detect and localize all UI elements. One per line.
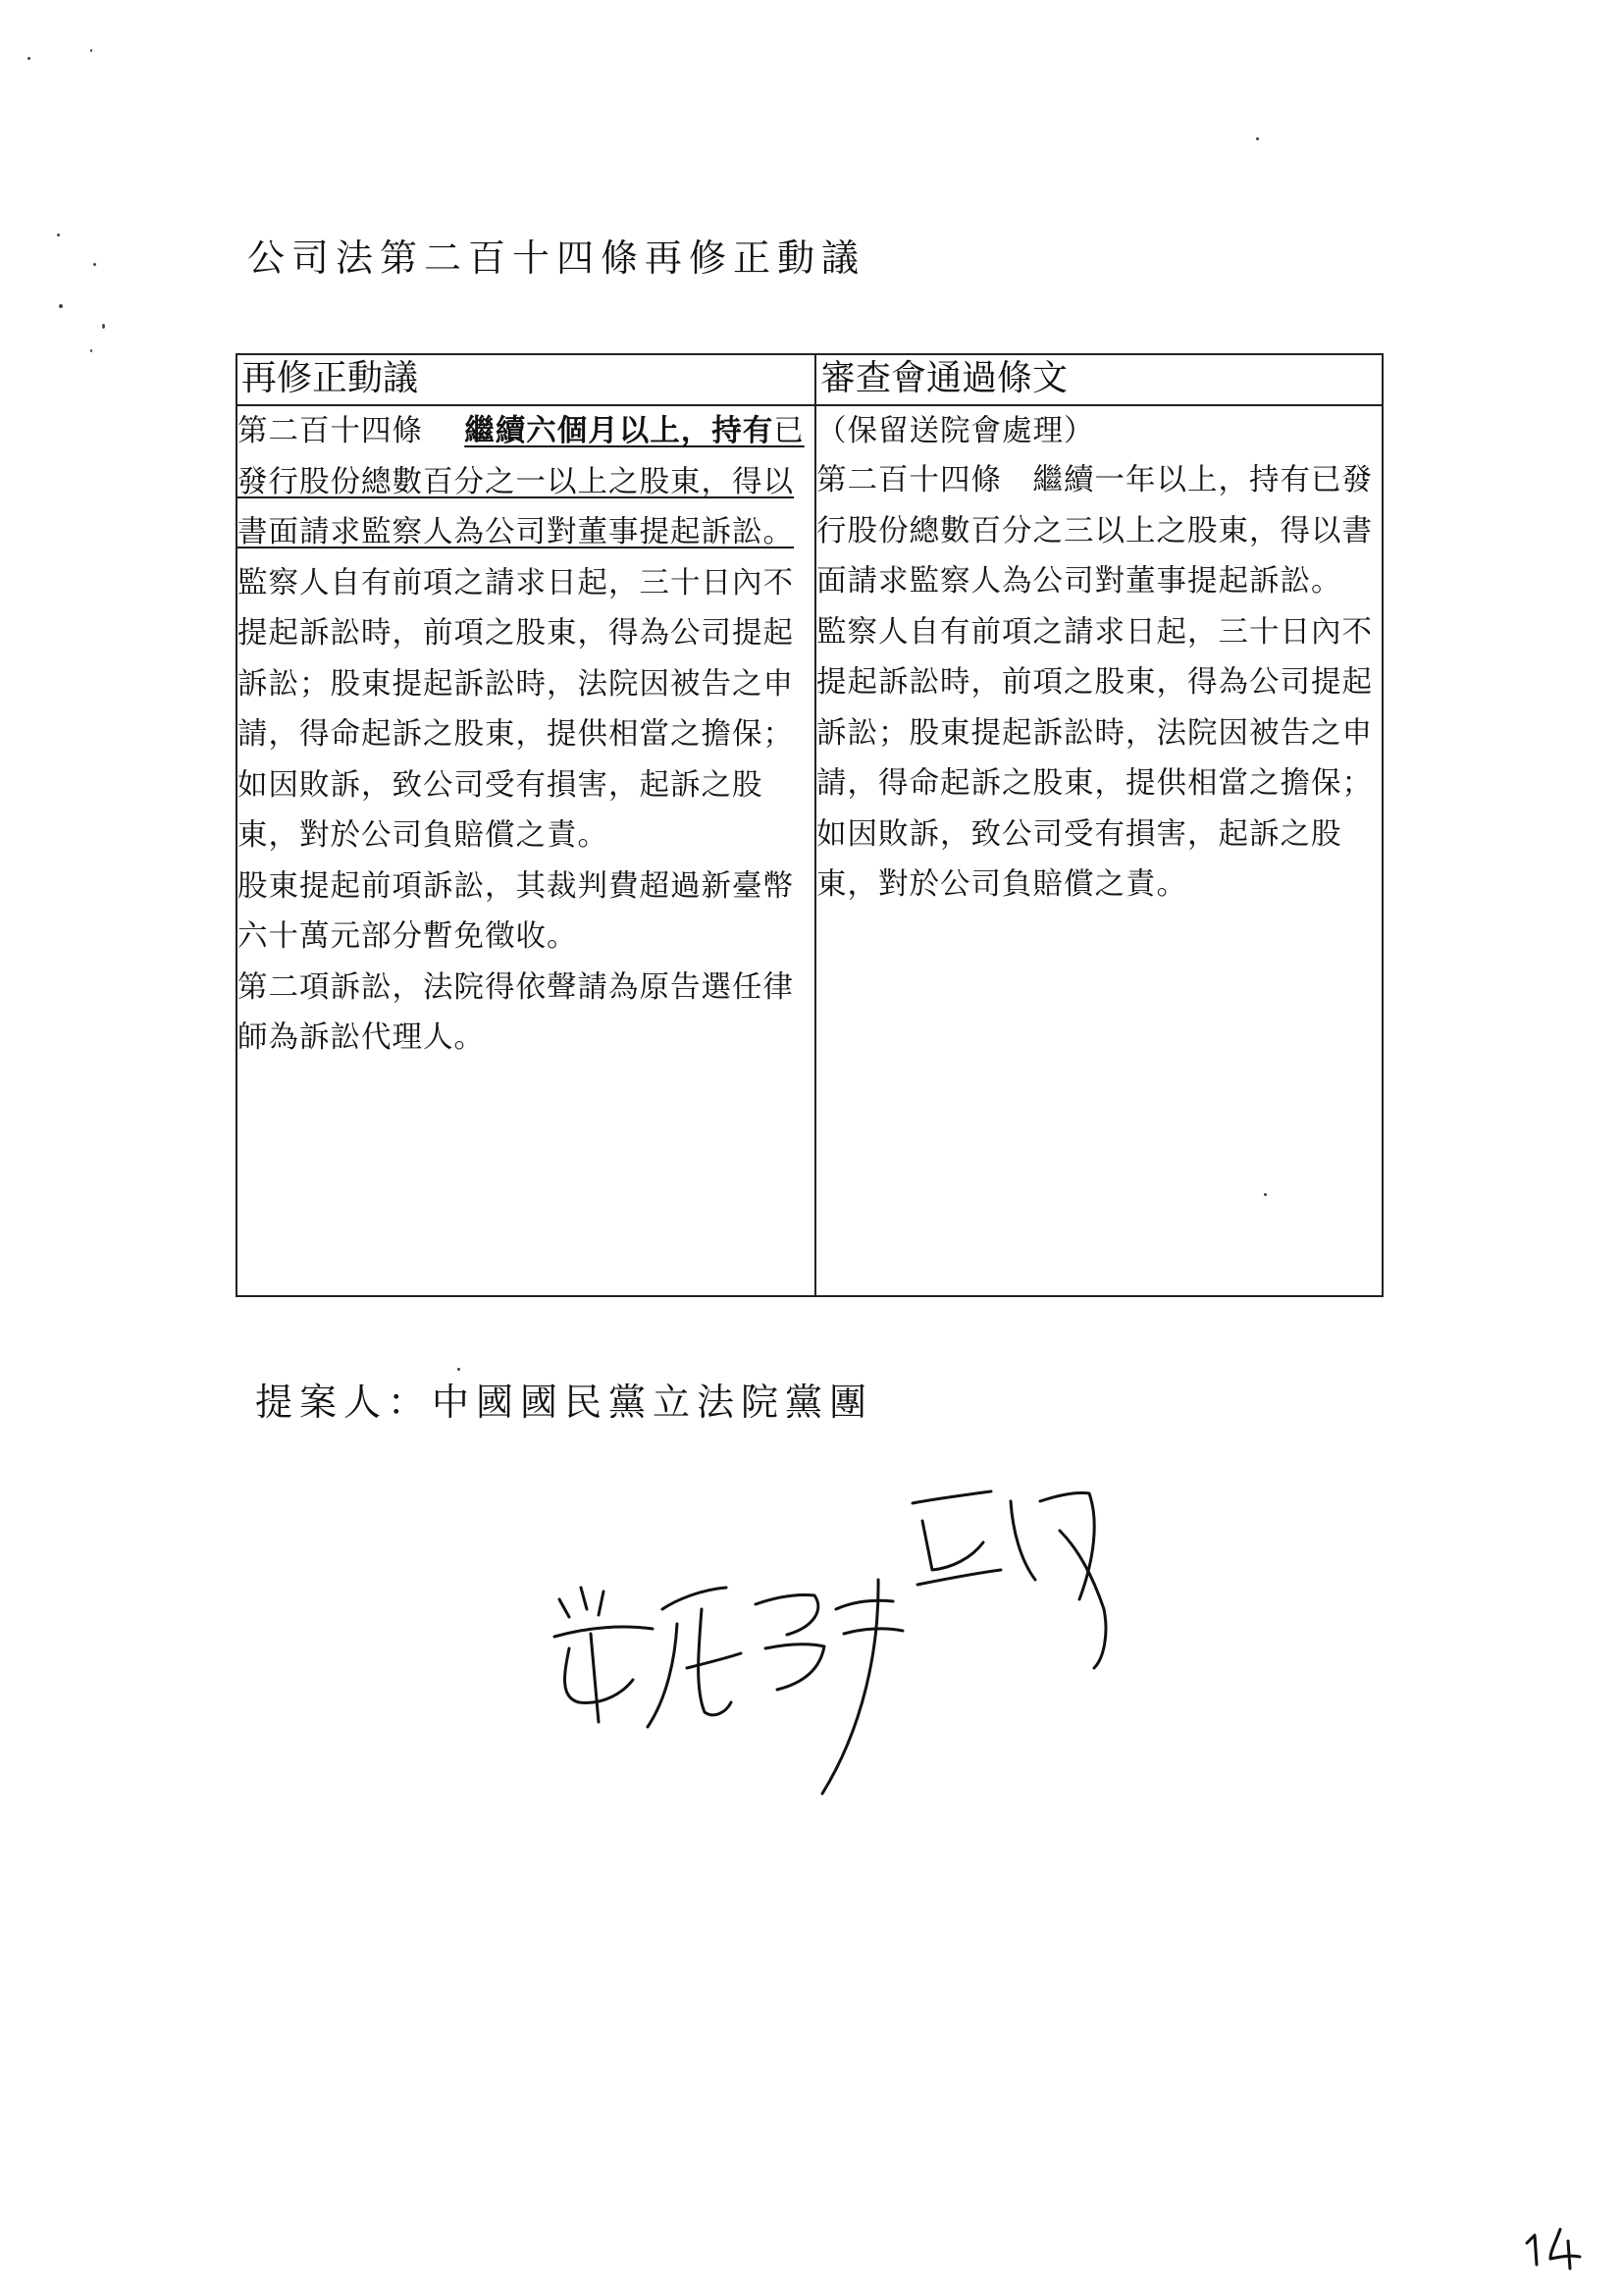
scan-speck	[457, 1368, 460, 1371]
committee-text-cell	[815, 405, 1383, 1296]
proposer-line: 提案人：中國國民黨立法院黨團	[255, 1381, 874, 1424]
scan-speck	[102, 324, 105, 329]
left-paragraph-2: 監察人自有前項之請求日起，三十日內不提起訴訟時，前項之股東，得為公司提起訴訟；股東提起訴訟時，法院因被告之申請，得命起訴之股東，提供相當之擔保；如因敗訴，致公司受有損害，起訴之股東，對於公司負賠償之責。	[237, 565, 794, 853]
scan-speck	[57, 234, 60, 236]
page-number-handwritten	[1521, 2221, 1590, 2272]
scan-speck	[1256, 137, 1259, 140]
scan-speck	[27, 57, 30, 60]
left-paragraph-4: 第二項訴訟，法院得依聲請為原告選任律師為訴訟代理人。	[237, 969, 794, 1055]
right-paragraph-1: 第二百十四條 繼續一年以上，持有已發行股份總數百分之三以上之股東，得以書面請求監察人為公司對董事提起訴訟。	[816, 463, 1373, 599]
scan-speck	[93, 263, 96, 266]
table-header-row	[236, 354, 1383, 405]
scan-speck	[59, 304, 63, 308]
amendment-table	[236, 353, 1384, 1297]
left-article-first-paragraph	[237, 406, 814, 558]
left-paragraph-3: 股東提起前項訴訟，其裁判費超過新臺幣六十萬元部分暫免徵收。	[237, 868, 794, 954]
left-amended-text-head: 繼續六個月以上，持有	[464, 414, 774, 448]
header-revised-motion: 再修正動議	[236, 354, 815, 405]
table-body-row	[236, 405, 1383, 1296]
revised-motion-cell	[236, 405, 815, 1296]
scan-speck	[90, 349, 92, 352]
right-paragraph-2: 監察人自有前項之請求日起，三十日內不提起訴訟時，前項之股東，得為公司提起訴訟；股東提起訴訟時，法院因被告之申請，得命起訴之股東，提供相當之擔保；如因敗訴，致公司受有損害，起訴之股東，對於公司負賠償之責。	[816, 614, 1373, 902]
reserved-note: （保留送院會處理）	[816, 414, 1095, 448]
handwritten-signature	[530, 1462, 1158, 1815]
scan-speck	[90, 49, 92, 52]
document-title: 公司法第二百十四條再修正動議	[247, 236, 866, 280]
header-committee-text: 審查會通過條文	[815, 354, 1383, 405]
left-amended-text-rest: 已發行股份總數百分之一以上之股東，得以書面請求監察人為公司對董事提起訴訟。	[237, 414, 805, 549]
left-article-number: 第二百十四條	[237, 414, 423, 448]
